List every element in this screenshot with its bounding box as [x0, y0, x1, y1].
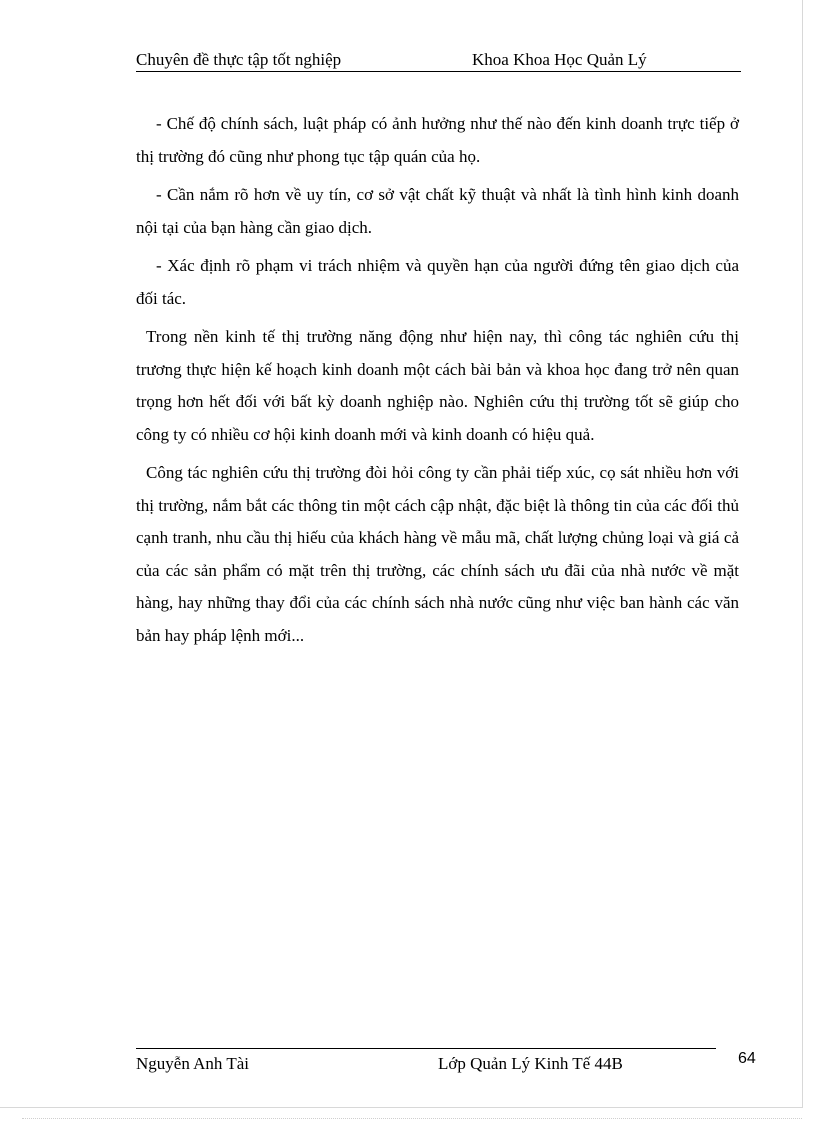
body-paragraph-2: - Cần nắm rõ hơn về uy tín, cơ sở vật chất kỹ thuật và nhất là tình hình kinh doanh nội tại của bạn hàng cần giao dịch. — [136, 185, 739, 237]
footer-class: Lớp Quản Lý Kinh Tế 44B — [438, 1054, 623, 1073]
body-paragraph-5: Công tác nghiên cứu thị trường đòi hỏi công ty cần phải tiếp xúc, cọ sát nhiều hơn với thị trường, nắm bắt các thông tin một cách cập nhật, đặc biệt là thông tin của các đối thủ cạnh tranh, nhu cầu thị hiếu của khách hàng về mẫu mã, chất lượng chủng loại và giá cả của các sản phẩm có mặt trên thị trường, các chính sách ưu đãi của nhà nước về mặt hàng, hay những thay đổi của các chính sách nhà nước cũng như việc ban hành các văn bản hay pháp lệnh mới... — [136, 463, 739, 645]
page-body — [136, 108, 739, 658]
page-number: 64 — [738, 1050, 756, 1067]
body-paragraph-4: Trong nền kinh tế thị trường năng động như hiện nay, thì công tác nghiên cứu thị trương thực hiện kế hoạch kinh doanh một cách bài bản và khoa học đang trở nên quan trọng hơn hết đối với bất kỳ doanh nghiệp nào. Nghiên cứu thị trường tốt sẽ giúp cho công ty có nhiều cơ hội kinh doanh mới và kinh doanh có hiệu quả. — [136, 327, 739, 444]
footer-author: Nguyễn Anh Tài — [136, 1054, 250, 1073]
header-document-type: Chuyên đề thực tập tốt nghiệp — [136, 50, 342, 69]
body-paragraph-1: - Chế độ chính sách, luật pháp có ảnh hưởng như thế nào đến kinh doanh trực tiếp ở thị trường đó cũng như phong tục tập quán của họ. — [136, 114, 739, 166]
body-paragraph-3: - Xác định rõ phạm vi trách nhiệm và quyền hạn của người đứng tên giao dịch của đối tác. — [136, 256, 739, 308]
page-header — [136, 50, 741, 72]
header-faculty: Khoa Khoa Học Quản Lý — [472, 50, 647, 69]
footer-divider — [136, 1048, 716, 1049]
page-bottom-edge — [22, 1118, 802, 1119]
